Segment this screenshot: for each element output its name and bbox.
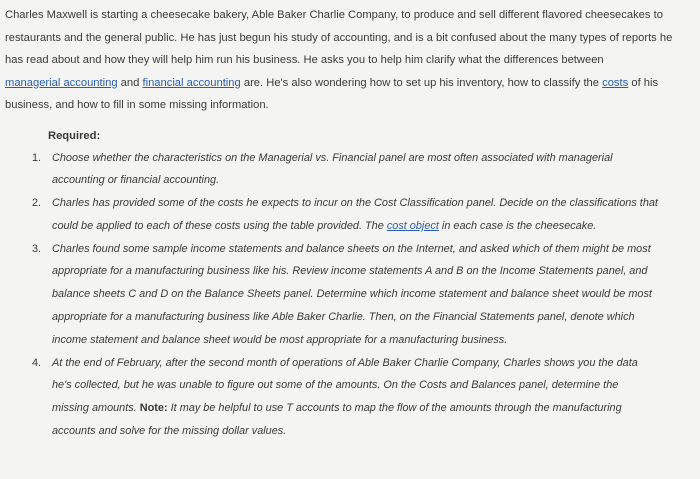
managerial-accounting-link[interactable]: managerial accounting (5, 76, 118, 89)
item-number: 2. (32, 197, 42, 210)
item-line: Charles has provided some of the costs he expects to incur on the Cost Classification panel. Decide on the classifications that (52, 197, 658, 210)
item-number: 3. (32, 242, 42, 255)
item-line: At the end of February, after the second month of operations of Able Baker Charlie Company, Charles shows you the data (52, 356, 638, 369)
item-line: balance sheets C and D on the Balance Sheets panel. Determine which income statement and balance sheet would be most (52, 288, 652, 301)
item-text: It may be helpful to use T accounts to map the flow of the amounts through the manufacturing (167, 402, 622, 415)
list-item (32, 147, 692, 193)
item-text: missing amounts. (52, 402, 140, 415)
intro-line: restaurants and the general public. He has just begun his study of accounting, and is a bit confused about the many types of reports he (5, 31, 673, 44)
list-item (32, 238, 692, 352)
intro-line: Charles Maxwell is starting a cheesecake bakery, Able Baker Charlie Company, to produce and sell different flavored cheesecakes to (5, 9, 663, 21)
item-number: 4. (32, 356, 42, 369)
intro-text: of his (628, 76, 659, 89)
item-number: 1. (32, 151, 42, 164)
item-line: appropriate for a manufacturing business like his. Review income statements A and B on the Income Statements panel, and (52, 265, 648, 278)
item-line: Charles found some sample income statements and balance sheets on the Internet, and asked which of them might be most (52, 242, 651, 255)
financial-accounting-link[interactable]: financial accounting (142, 76, 241, 89)
item-line: he's collected, but he was unable to figure out some of the amounts. On the Costs and Balances panel, determine the (52, 379, 619, 392)
note-label: Note: (139, 402, 168, 415)
intro-text: are. He's also wondering how to set up his inventory, how to classify the (240, 76, 603, 89)
item-line: income statement and balance sheet would be most appropriate for a manufacturing business. (52, 333, 508, 346)
item-line (52, 215, 692, 238)
item-line: accounting or financial accounting. (52, 174, 220, 187)
list-item (32, 192, 692, 238)
item-line: Choose whether the characteristics on the Managerial vs. Financial panel are most often associated with managerial (52, 151, 613, 164)
required-list (32, 147, 692, 443)
item-text: in each case is the cheesecake. (438, 219, 597, 232)
item-line: accounts and solve for the missing dollar values. (52, 425, 287, 438)
intro-line: has read about and how they will help him run his business. He asks you to help him clarify what the differences between (5, 54, 604, 66)
item-line (52, 397, 692, 420)
cost-object-link[interactable]: cost object (386, 219, 439, 232)
required-heading: Required: (48, 129, 101, 142)
item-line: appropriate for a manufacturing business like Able Baker Charlie. Then, on the Financial Statements panel, denote which (52, 311, 635, 324)
intro-text: and (117, 76, 143, 89)
item-text: could be applied to each of these costs using the table provided. The (52, 219, 387, 232)
intro-line (5, 72, 692, 95)
intro-line: business, and how to fill in some missing information. (5, 99, 269, 111)
list-item (32, 352, 692, 443)
costs-link[interactable]: costs (602, 76, 629, 89)
required-section (32, 125, 692, 443)
intro-paragraph (5, 4, 692, 117)
